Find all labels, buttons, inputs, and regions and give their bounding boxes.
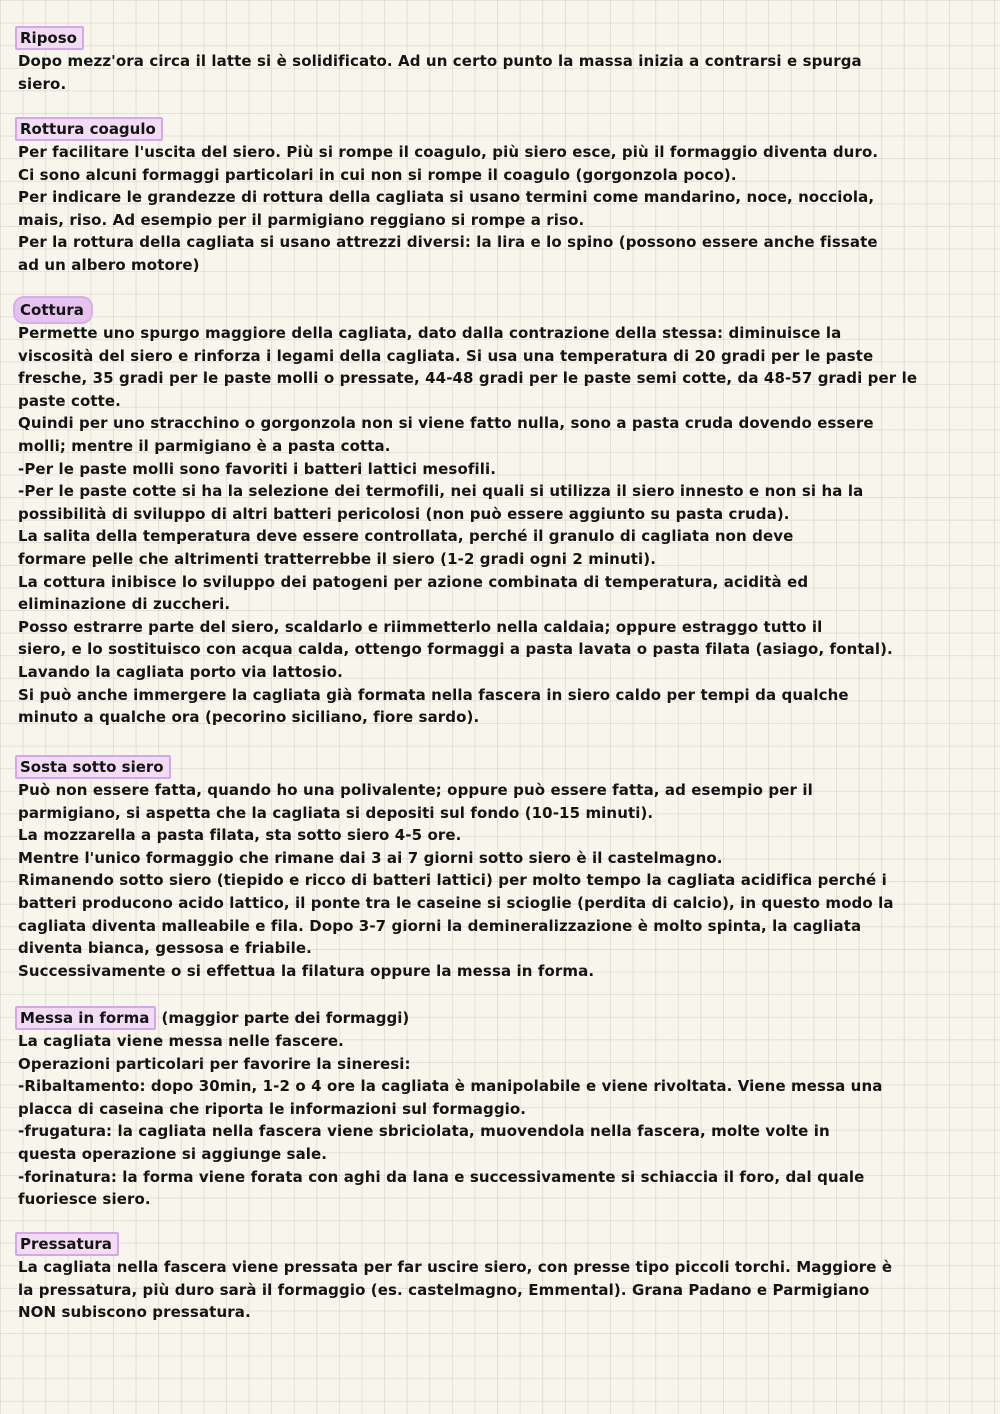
section-heading: Rottura coagulo [15,117,163,141]
text-line: La salita della temperatura deve essere controllata, perché il granulo di cagliata non deve [18,527,794,546]
text-line: Operazioni particolari per favorire la sineresi: [18,1054,411,1073]
text-line: eliminazione di zuccheri. [18,595,231,614]
text-line: Successivamente o si effettua la filatura oppure la messa in forma. [18,961,595,980]
text-line: possibilità di sviluppo di altri batteri pericolosi (non può essere aggiunto su pasta cruda). [18,504,790,523]
text-line: Lavando la cagliata porto via lattosio. [18,662,343,681]
section-heading: Riposo [15,26,84,50]
text-line: Per indicare le grandezze di rottura della cagliata si usano termini come mandarino, noce, nocciola, [18,188,875,207]
section-heading: Messa in forma [15,1006,156,1030]
text-line: -frugatura: la cagliata nella fascera viene sbriciolata, muovendola nella fascera, molte volte in [18,1122,830,1141]
text-line: Rimanendo sotto siero (tiepido e ricco di batteri lattici) per molto tempo la cagliata acidifica perché i [18,871,887,890]
text-line: fuoriesce siero. [18,1190,151,1209]
text-line: -Per le paste molli sono favoriti i batteri lattici mesofili. [18,459,497,478]
section-heading: Cottura [15,298,91,322]
text-line: la pressatura, più duro sarà il formaggio (es. castelmagno, Emmental). Grana Padano e Parmigiano [18,1280,870,1299]
text-line: formare pelle che altrimenti tratterrebbe il siero (1-2 gradi ogni 2 minuti). [18,549,657,568]
section-sosta-sotto-siero [18,755,982,982]
section-pressatura [18,1232,982,1324]
text-line: Mentre l'unico formaggio che rimane dai 3 ai 7 giorni sotto siero è il castelmagno. [18,848,723,867]
section-cottura [18,298,982,729]
text-line: -Ribaltamento: dopo 30min, 1-2 o 4 ore la cagliata è manipolabile e viene rivoltata. Viene messa una [18,1077,883,1096]
text-line: Posso estrarre parte del siero, scaldarlo e riimmetterlo nella caldaia; oppure estraggo tutto il [18,617,823,636]
text-line: questa operazione si aggiunge sale. [18,1144,328,1163]
text-line: parmigiano, si aspetta che la cagliata si depositi sul fondo (10-15 minuti). [18,803,654,822]
text-line: Si può anche immergere la cagliata già formata nella fascera in siero caldo per tempi da qualche [18,685,849,704]
text-line: siero, e lo sostituisco con acqua calda, ottengo formaggi a pasta lavata o pasta filata (asiago, fontal). [18,640,893,659]
text-line: Permette uno spurgo maggiore della cagliata, dato dalla contrazione della stessa: diminuisce la [18,324,842,342]
section-heading: Pressatura [15,1232,119,1256]
section-heading-note: (maggior parte dei formaggi) [156,1009,410,1027]
text-line: ad un albero motore) [18,255,200,274]
text-line: molli; mentre il parmigiano è a pasta cotta. [18,436,391,455]
text-line: mais, riso. Ad esempio per il parmigiano reggiano si rompe a riso. [18,210,585,229]
text-line: batteri producono acido lattico, il ponte tra le caseine si scioglie (perdita di calcio), in questo modo la [18,893,894,912]
section-heading: Sosta sotto siero [15,755,171,779]
text-line: cagliata diventa malleabile e fila. Dopo 3-7 giorni la demineralizzazione è molto spinta, la cagliata [18,916,862,935]
text-line: Per la rottura della cagliata si usano attrezzi diversi: la lira e lo spino (possono essere anche fissate [18,233,878,252]
text-line: Per facilitare l'uscita del siero. Più si rompe il coagulo, più siero esce, più il formaggio diventa duro. [18,143,879,161]
text-line: La cagliata viene messa nelle fascere. [18,1032,344,1050]
text-line: diventa bianca, gessosa e friabile. [18,939,312,958]
text-line: Quindi per uno stracchino o gorgonzola non si viene fatto nulla, sono a pasta cruda dovendo essere [18,414,874,433]
text-line: paste cotte. [18,391,121,410]
text-line: placca di caseina che riporta le informazioni sul formaggio. [18,1099,527,1118]
section-messa-in-forma [18,1006,982,1211]
text-line: La mozzarella a pasta filata, sta sotto siero 4-5 ore. [18,826,462,845]
text-line: NON subiscono pressatura. [18,1303,251,1322]
text-line: minuto a qualche ora (pecorino siciliano, fiore sardo). [18,708,480,727]
text-line: siero. [18,74,67,93]
text-line: -forinatura: la forma viene forata con aghi da lana e successivamente si schiaccia il foro, dal quale [18,1167,865,1186]
section-riposo [18,26,982,95]
text-line: Può non essere fatta, quando ho una polivalente; oppure può essere fatta, ad esempio per il [18,781,813,799]
text-line: La cottura inibisce lo sviluppo dei patogeni per azione combinata di temperatura, acidità ed [18,572,809,591]
text-line: La cagliata nella fascera viene pressata per far uscire siero, con presse tipo piccoli torchi. Maggiore è [18,1258,893,1276]
text-line: viscosità del siero e rinforza i legami della cagliata. Si usa una temperatura di 20 gradi per le paste [18,346,874,365]
text-line: fresche, 35 gradi per le paste molli o pressate, 44-48 gradi per le paste semi cotte, da 48-57 gradi per le [18,369,918,388]
text-line: -Per le paste cotte si ha la selezione dei termofili, nei quali si utilizza il siero innesto e non si ha la [18,482,864,501]
text-line: Ci sono alcuni formaggi particolari in cui non si rompe il coagulo (gorgonzola poco). [18,165,737,184]
text-line: Dopo mezz'ora circa il latte si è solidificato. Ad un certo punto la massa inizia a contrarsi e spurga [18,52,862,70]
section-rottura-coagulo [18,117,982,277]
